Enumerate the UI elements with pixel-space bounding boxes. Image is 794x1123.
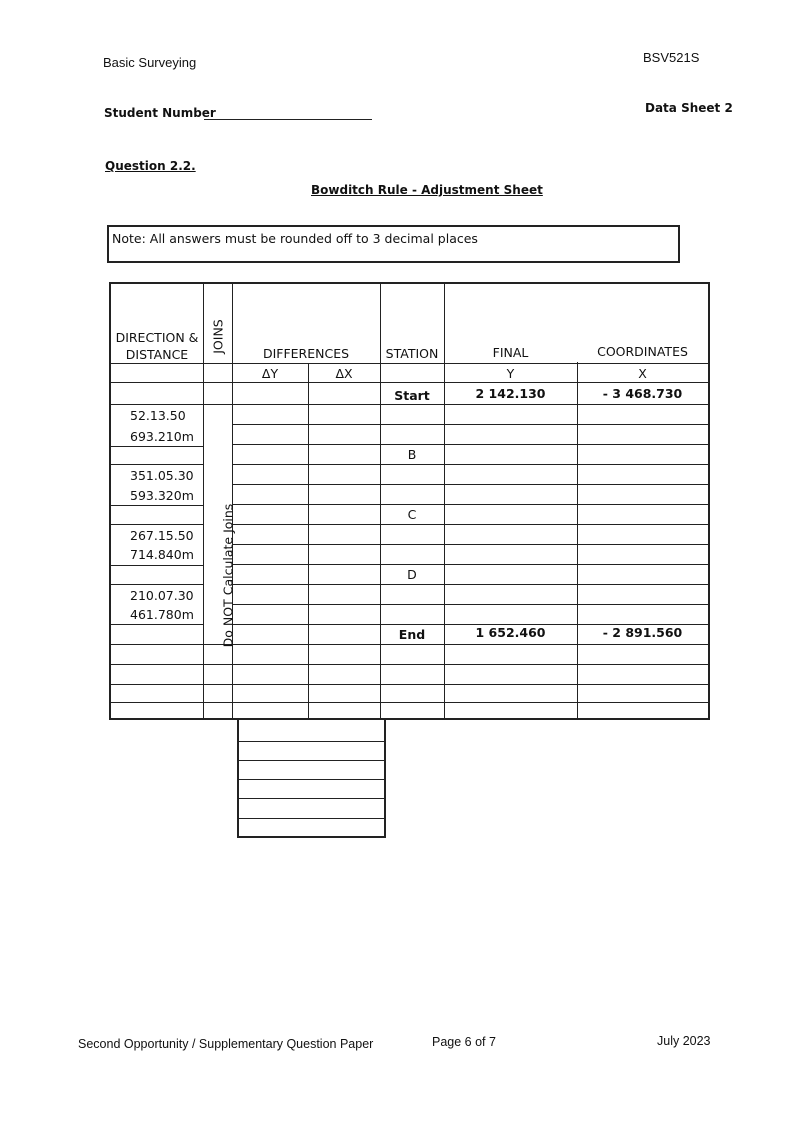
header-distance: DISTANCE [125,347,189,362]
course-code: BSV521S [643,50,700,65]
joins-line [203,684,232,685]
leg-distance: 593.320m [130,488,194,503]
row-line [232,404,708,405]
header-joins: JOINS [210,319,226,354]
row-line [232,702,708,703]
header-dy: ΔY [261,366,279,381]
leg-direction: 52.13.50 [130,408,186,423]
header-differences: DIFFERENCES [262,346,350,361]
row-line [232,564,708,565]
header-direction: DIRECTION & [115,330,199,345]
joins-col-left [203,284,204,720]
row-line [232,524,708,525]
leg-direction: 210.07.30 [130,588,194,603]
sheet-title: Bowditch Rule - Adjustment Sheet [311,183,543,197]
header-station: STATION [385,346,439,361]
station-name: D [407,567,417,582]
header-line-2 [111,382,708,383]
dir-line [111,524,203,525]
row-line [232,504,708,505]
station-name: B [407,447,417,462]
station-name: Start [394,388,430,403]
row-line [232,664,708,665]
dir-line [111,505,203,506]
dir-line [111,565,203,566]
dir-line [111,584,203,585]
sum-line [238,760,385,761]
leg-distance: 461.780m [130,607,194,622]
data-sheet-label: Data Sheet 2 [645,101,733,115]
footer-paper: Second Opportunity / Supplementary Question Paper [78,1037,374,1051]
row-line [232,584,708,585]
station-y: 1 652.460 [475,625,546,640]
dir-line [111,464,203,465]
row-line [232,684,708,685]
joins-line [203,702,232,703]
row-line [232,644,708,645]
dir-line [111,404,203,405]
footer-page: Page 6 of 7 [432,1035,496,1049]
sum-line [238,741,385,742]
leg-distance: 714.840m [130,547,194,562]
header-y: Y [506,366,515,381]
joins-line [203,404,232,405]
row-line [232,484,708,485]
dir-line [111,664,203,665]
dir-line [111,446,203,447]
sum-line [238,798,385,799]
note-box [107,225,680,263]
row-line [232,544,708,545]
student-number-label: Student Number [104,106,216,120]
header-final: FINAL [492,345,529,360]
row-line [232,424,708,425]
note-text: Note: All answers must be rounded off to 3 decimal places [112,231,478,246]
header-line-1 [111,363,708,364]
dir-line [111,684,203,685]
footer-date: July 2023 [657,1034,711,1048]
leg-distance: 693.210m [130,429,194,444]
header-x: X [638,366,647,381]
row-line [232,604,708,605]
sum-line [238,818,385,819]
row-line [232,464,708,465]
station-name: C [407,507,417,522]
student-number-line [204,119,372,120]
y-x-divider [577,362,578,720]
dir-line [111,644,203,645]
leg-direction: 267.15.50 [130,528,194,543]
joins-note: Do NOT Calculate Joins [220,503,236,648]
header-coordinates: COORDINATES [597,344,688,359]
sum-line [238,779,385,780]
row-line [232,444,708,445]
course-title: Basic Surveying [103,55,197,70]
question-number: Question 2.2. [105,159,196,173]
station-y: 2 142.130 [475,386,546,401]
leg-direction: 351.05.30 [130,468,194,483]
station-x: - 2 891.560 [602,625,683,640]
dir-line [111,702,203,703]
dy-dx-divider [308,363,309,720]
station-name: End [398,627,426,642]
dir-line [111,624,203,625]
header-dx: ΔX [335,366,353,381]
station-x: - 3 468.730 [602,386,683,401]
